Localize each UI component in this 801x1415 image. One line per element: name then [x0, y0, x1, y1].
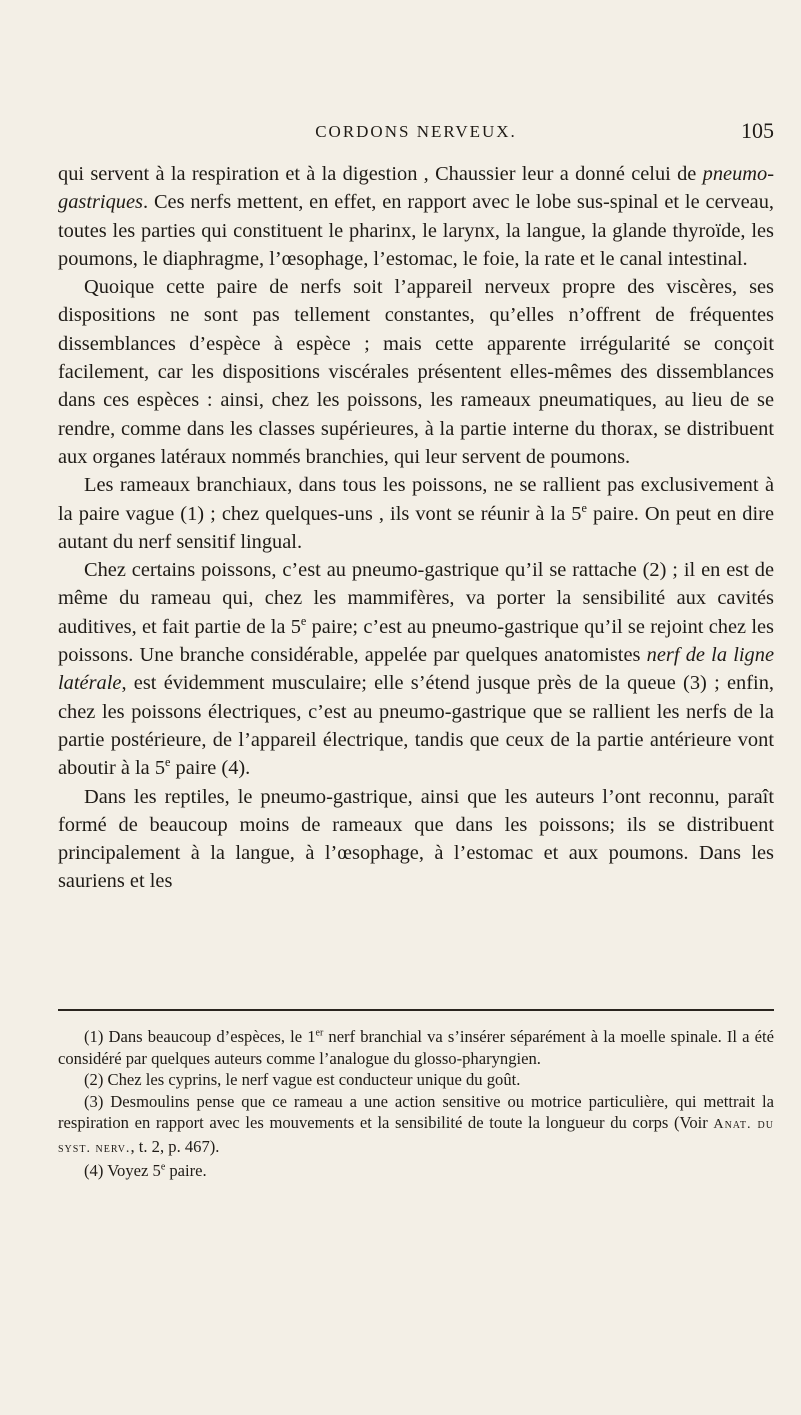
paragraph-1: qui servent à la respiration et à la digestion , Chaussier leur a donné celui de pneumo-gastriques. Ces nerfs mettent, en effet, en rapport avec le lobe sus-spinal et le cerveau, toutes les parties qui constituent le pharinx, le larynx, la langue, la glande thyroïde, les poumons, le diaphragme, l’œsophage, l’estomac, le foie, la rate et le canal intestinal.: [58, 163, 774, 270]
footnote-1: (1) Dans beaucoup d’espèces, le 1er nerf branchial va s’insérer séparément à la moelle spinale. Il a été considéré par quelques auteurs comme l’analogue du glosso-pharyngien.: [58, 1027, 774, 1068]
body-text: [58, 160, 774, 896]
paragraph-3: Les rameaux branchiaux, dans tous les poissons, ne se rallient pas exclusivement à la paire vague (1) ; chez quelques-uns , ils vont se réunir à la 5e paire. On peut en dire autant du nerf sensitif lingual.: [58, 474, 775, 553]
paragraph-5: Dans les reptiles, le pneumo-gastrique, ainsi que les auteurs l’ont reconnu, paraît formé de beaucoup moins de rameaux que dans les poissons; ils se distribuent principalement à la langue, à l’œsophage, à l’estomac et aux poumons. Dans les sauriens et les: [58, 785, 774, 893]
term-pneumo-gastriques: pneumo-gastriques: [58, 163, 774, 214]
footnote-divider: [58, 1009, 774, 1011]
term-nerf-ligne-laterale: nerf de la ligne latérale: [58, 644, 774, 695]
page-header: [58, 118, 774, 148]
paragraph-2: Quoique cette paire de nerfs soit l’appareil nerveux propre des viscères, ses dispositions ne sont pas tellement constantes, qu’elles n’offrent de fréquentes dissemblances d’espèce à espèce ; mais cette apparente irrégularité se conçoit facilement, car les dispositions viscérales présentent elles-mêmes des dissemblances dans ces espèces : ainsi, chez les poissons, les rameaux pneumatiques, au lieu de se rendre, comme dans les classes supérieures, à la partie interne du thorax, se distribuent aux organes latéraux nommés branchies, qui leur servent de poumons.: [58, 276, 774, 468]
footnote-4: (4) Voyez 5e paire.: [84, 1160, 207, 1180]
page-number: 105: [741, 118, 774, 143]
running-head: CORDONS NERVEUX.: [315, 122, 517, 141]
footnotes: [58, 1026, 774, 1181]
footnote-3: (3) Desmoulins pense que ce rameau a une action sensitive ou motrice particulière, qui mettrait la respiration en rapport avec les mouvements et la sensibilité de toute la longueur du corps (Voir Anat. du syst. nerv., t. 2, p. 467).: [58, 1091, 774, 1156]
footnote-2: (2) Chez les cyprins, le nerf vague est conducteur unique du goût.: [84, 1070, 521, 1090]
paragraph-4: Chez certains poissons, c’est au pneumo-gastrique qu’il se rattache (2) ; il en est de même du rameau qui, chez les mammifères, va porter la sensibilité aux cavités auditives, et fait partie de la 5e paire; c’est au pneumo-gastrique qu’il se rejoint chez les poissons. Une branche considérable, appelée par quelques anatomistes nerf de la ligne latérale, est évidemment musculaire; elle s’étend jusque près de la queue (3) ; enfin, chez les poissons électriques, c’est au pneumo-gastrique que se rallient les nerfs de la partie postérieure, de l’appareil électrique, tandis que ceux de la partie antérieure vont aboutir à la 5e paire (4).: [58, 559, 774, 780]
